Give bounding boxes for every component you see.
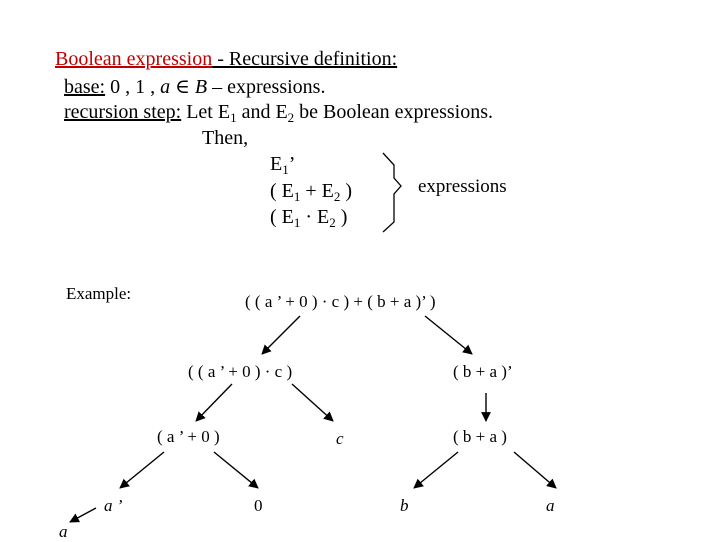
tree-node-ll: ( a ’ + 0 ) xyxy=(157,427,220,446)
tree-leaf-a-left: a xyxy=(59,522,68,541)
rule3-close: ) xyxy=(335,206,348,228)
recursion-text-2: and E xyxy=(236,101,288,123)
edge-left-lr xyxy=(292,384,333,421)
base-set: B xyxy=(194,76,208,98)
rule2-sub2: 2 xyxy=(333,189,341,204)
example-label: Example: xyxy=(66,284,132,303)
recursion-text-3: be Boolean expressions. xyxy=(294,101,494,123)
recursion-sub-2: 2 xyxy=(287,110,295,125)
rule1-prime: ’ xyxy=(288,153,296,175)
edge-ll-zero xyxy=(214,452,258,488)
base-text-post: – expressions. xyxy=(207,76,326,98)
recursion-text-1: Let E xyxy=(181,101,231,123)
base-elem: ∈ xyxy=(170,76,195,98)
base-label: base: xyxy=(64,76,106,98)
rule2-open: ( E xyxy=(270,180,294,202)
brace-label: expressions xyxy=(418,176,507,197)
edge-rr-b xyxy=(414,452,458,488)
rule2-sub1: 1 xyxy=(293,189,301,204)
recursion-then: Then, xyxy=(202,127,249,149)
rule2-close: ) xyxy=(340,180,353,202)
tree-leaf-a-right: a xyxy=(546,496,555,515)
title-rest: - Recursive definition: xyxy=(212,48,398,70)
rule3-sub1: 1 xyxy=(293,215,301,230)
base-text-pre: 0 , 1 , xyxy=(105,76,161,98)
edge-rr-a xyxy=(514,452,556,488)
rule2-plus: + E xyxy=(300,180,334,202)
edge-root-left xyxy=(262,316,300,354)
rule1-sub: 1 xyxy=(282,162,289,177)
tree-node-lr: c xyxy=(336,429,344,448)
edge-ll-aprime xyxy=(120,452,164,488)
rule3-dot: · E xyxy=(300,206,330,228)
rule-brace xyxy=(383,153,401,232)
tree-leaf-b: b xyxy=(400,496,409,515)
edge-root-right xyxy=(425,316,472,354)
title-term: Boolean expression xyxy=(55,48,213,70)
edge-left-ll xyxy=(196,384,232,421)
base-var: a xyxy=(160,76,171,98)
recursion-sub-1: 1 xyxy=(230,110,237,125)
tree-node-rr: ( b + a ) xyxy=(453,427,507,446)
tree-node-right: ( b + a )’ xyxy=(453,362,513,381)
rule3-open: ( E xyxy=(270,206,294,228)
tree-node-left: ( ( a ’ + 0 ) · c ) xyxy=(188,362,293,381)
recursion-label: recursion step: xyxy=(64,101,182,123)
tree-root: ( ( a ’ + 0 ) · c ) + ( b + a )’ ) xyxy=(245,292,436,311)
rule3-sub2: 2 xyxy=(329,215,336,230)
rule1-e: E xyxy=(270,153,283,175)
edge-aprime-a xyxy=(70,508,96,522)
tree-leaf-aprime: a ’ xyxy=(104,496,123,515)
tree-leaf-zero: 0 xyxy=(254,496,263,515)
